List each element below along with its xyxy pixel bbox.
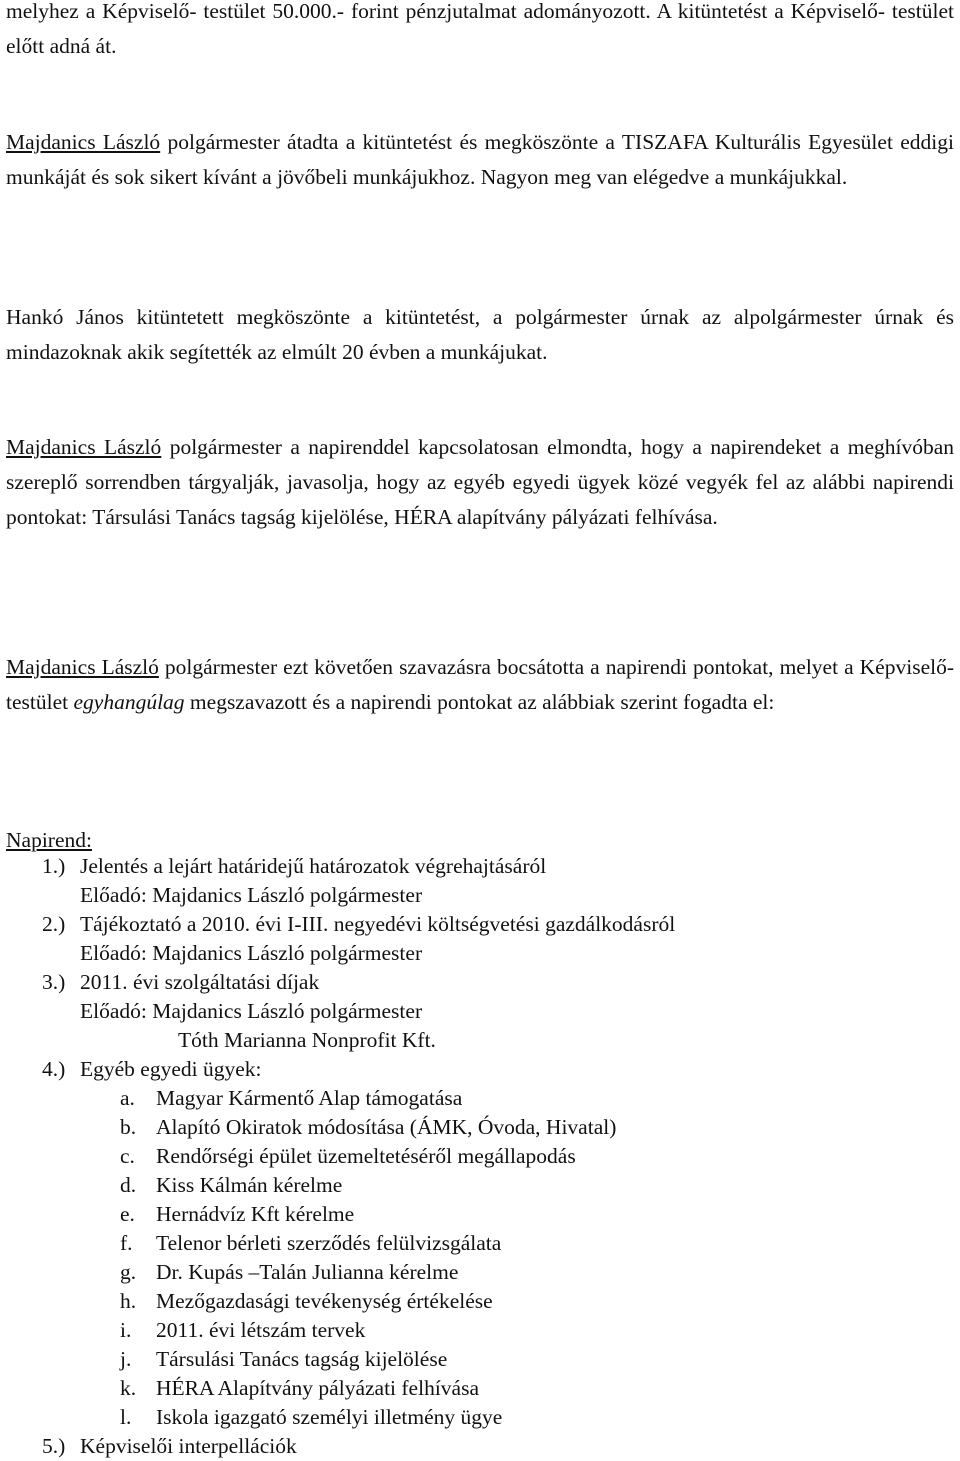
agenda-presenter-secondary	[6, 1026, 954, 1055]
speaker-name: Majdanics László	[6, 130, 161, 154]
agenda-item-number: 2.)	[42, 912, 66, 936]
agenda-subitem	[6, 1113, 954, 1142]
agenda-presenter-text: Előadó: Majdanics László polgármester	[80, 999, 423, 1023]
agenda-subitem-letter: i.	[120, 1318, 132, 1342]
agenda-presenter-text: Előadó: Majdanics László polgármester	[80, 941, 423, 965]
agenda-subitem-title: Rendőrségi épület üzemeltetéséről megállapodás	[156, 1144, 576, 1168]
agenda-subitem-title: 2011. évi létszám tervek	[156, 1318, 366, 1342]
agenda-item	[6, 910, 954, 939]
paragraph-text: polgármester átadta a kitüntetést és megköszönte a TISZAFA Kulturális Egyesület eddigi munkáját és sok sikert kívánt a jövőbeli munkájukhoz. Nagyon meg van elégedve a munkájukkal.	[6, 130, 954, 189]
agenda-subitem-letter: c.	[120, 1144, 135, 1168]
agenda-subitem-title: Dr. Kupás –Talán Julianna kérelme	[156, 1260, 459, 1284]
paragraph-award-funding: melyhez a Képviselő- testület 50.000.- forint pénzjutalmat adományozott. A kitüntetést a Képviselő- testület előtt adná át.	[6, 0, 954, 58]
agenda-item-title: Egyéb egyedi ügyek:	[80, 1057, 262, 1081]
agenda-item	[6, 1055, 954, 1084]
agenda-subitem-title: Iskola igazgató személyi illetmény ügye	[156, 1405, 503, 1429]
agenda-item	[6, 852, 954, 881]
agenda-subitem	[6, 1171, 954, 1200]
speaker-name: Majdanics László	[6, 655, 159, 679]
agenda-subitem-title: HÉRA Alapítvány pályázati felhívása	[156, 1376, 480, 1400]
agenda-item-number: 4.)	[42, 1057, 66, 1081]
agenda-subitem	[6, 1316, 954, 1345]
speaker-name: Majdanics László	[6, 435, 162, 459]
agenda-subitem-title: Társulási Tanács tagság kijelölése	[156, 1347, 448, 1371]
agenda-subitem-letter: g.	[120, 1260, 137, 1284]
agenda-item-title: Képviselői interpellációk	[80, 1434, 297, 1458]
agenda-subitem-letter: b.	[120, 1115, 137, 1139]
agenda-subitem	[6, 1229, 954, 1258]
agenda-subitem	[6, 1345, 954, 1374]
agenda-presenter-text: Tóth Marianna Nonprofit Kft.	[178, 1028, 436, 1052]
agenda-subitem-letter: f.	[120, 1231, 133, 1255]
agenda-subitem	[6, 1287, 954, 1316]
agenda-subitem-title: Hernádvíz Kft kérelme	[156, 1202, 355, 1226]
paragraph-text: polgármester a napirenddel kapcsolatosan elmondta, hogy a napirendeket a meghívóban szereplő sorrendben tárgyalják, javasolja, hogy az egyéb egyedi ügyek közé vegyék fel az alábbi napirendi pontokat: Társulási Tanács tagság kijelölése, HÉRA alapítvány pályázati felhívása.	[6, 435, 954, 529]
vote-result-emphasis: egyhangúlag	[73, 690, 185, 714]
agenda-presenter-text: Előadó: Majdanics László polgármester	[80, 883, 423, 907]
agenda-item-title: Tájékoztató a 2010. évi I-III. negyedévi költségvetési gazdálkodásról	[80, 912, 676, 936]
agenda-presenter	[6, 881, 954, 910]
agenda-subitem-title: Kiss Kálmán kérelme	[156, 1173, 343, 1197]
agenda-item-number: 1.)	[42, 854, 66, 878]
agenda-subitem	[6, 1258, 954, 1287]
agenda-list	[6, 852, 954, 1461]
agenda-subitem	[6, 1374, 954, 1403]
agenda-subitem-title: Telenor bérleti szerződés felülvizsgálata	[156, 1231, 502, 1255]
agenda-subitem-letter: e.	[120, 1202, 135, 1226]
agenda-subitem-letter: l.	[120, 1405, 132, 1429]
paragraph-agenda-proposal	[6, 430, 954, 535]
agenda-item	[6, 1432, 954, 1461]
agenda-subitem	[6, 1403, 954, 1432]
agenda-subitem-letter: d.	[120, 1173, 137, 1197]
agenda-subitem-letter: a.	[120, 1086, 135, 1110]
agenda-subitem	[6, 1200, 954, 1229]
agenda-presenter	[6, 997, 954, 1026]
agenda-subitem-letter: h.	[120, 1289, 137, 1313]
agenda-item-title: 2011. évi szolgáltatási díjak	[80, 970, 320, 994]
agenda-subitem	[6, 1084, 954, 1113]
paragraph-text: polgármester ezt követően szavazásra bocsátotta a napirendi pontokat, melyet a Képviselő- testület	[6, 655, 954, 714]
agenda-item-number: 3.)	[42, 970, 66, 994]
paragraph-agenda-vote	[6, 650, 954, 720]
agenda-item-title: Jelentés a lejárt határidejű határozatok végrehajtásáról	[80, 854, 547, 878]
agenda-item	[6, 968, 954, 997]
agenda-subitem-title: Magyar Kármentő Alap támogatása	[156, 1086, 463, 1110]
paragraph-text: megszavazott és a napirendi pontokat az alábbiak szerint fogadta el:	[184, 690, 775, 714]
agenda-heading: Napirend:	[6, 828, 92, 852]
paragraph-mayor-thanks	[6, 125, 954, 195]
paragraph-awardee-thanks: Hankó János kitüntetett megköszönte a kitüntetést, a polgármester úrnak az alpolgármester úrnak és mindazoknak akik segítették az elmúlt 20 évben a munkájukat.	[6, 305, 954, 364]
agenda-subitem-letter: k.	[120, 1376, 137, 1400]
agenda-subitem	[6, 1142, 954, 1171]
agenda-subitem-title: Mezőgazdasági tevékenység értékelése	[156, 1289, 493, 1313]
agenda-presenter	[6, 939, 954, 968]
agenda-subitem-letter: j.	[120, 1347, 132, 1371]
agenda-subitem-title: Alapító Okiratok módosítása (ÁMK, Óvoda, Hivatal)	[156, 1115, 617, 1139]
agenda-item-number: 5.)	[42, 1434, 66, 1458]
